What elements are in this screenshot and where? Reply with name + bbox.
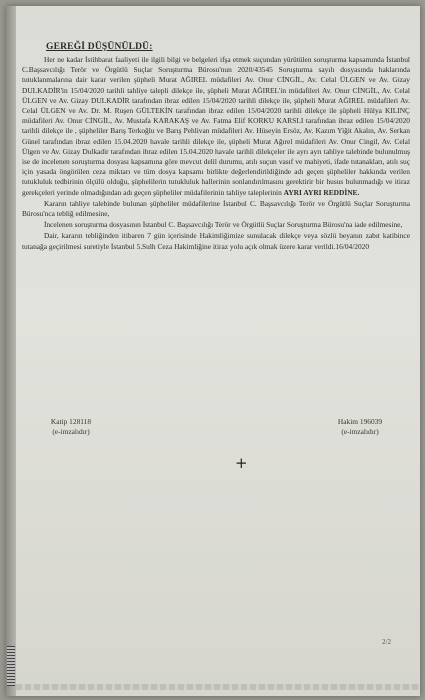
scan-edge <box>6 6 16 696</box>
paragraph-appeal: Dair, kararın tebliğinden itibaren 7 gün içerisinde Hakimliğimize sunulacak dilekçe veya sözlü beyanın zabıt katibince tutanağa geçirilmesi suretiyle İstanbul 5.Sulh Ceza Hakimliğine itiraz yolu açık olmak üzere karar verildi.16/04/2020 <box>22 231 410 251</box>
crosshair-icon: + <box>235 454 248 472</box>
side-barcode <box>7 646 15 686</box>
signature-block <box>22 417 410 447</box>
judge-title: Hakim 196039 <box>337 417 383 426</box>
section-heading: GEREĞİ DÜŞÜNÜLDÜ: <box>46 42 153 52</box>
document-page <box>6 6 420 696</box>
page-number: 2/2 <box>382 638 391 646</box>
paragraph-return: İncelenen soruşturma dosyasının İstanbul C. Başsavcılığı Terör ve Örgütlü Suçlar Soruşturma Bürosu'na iade edilmesine, <box>44 220 403 230</box>
paragraph-main-text: Her ne kadar İstihbarat faaliyeti ile ilgili bilgi ve belgeleri ifşa etmek suçundan yürütülen soruşturma kapsamında İstanbul C.Başsavcılığı Terör ve Örgütlü Suçlar Soruşturma Bürosu'nun 2020/43545 Soruşturma sayılı dosyasında haklarında tutuklanmalarına dair karar verilen şüpheli Murat AĞIREL müdafileri Av. Onur CİNGİL, Av. Celal ÜLGEN ve Av. Gizay DULKADİR'in 15/04/2020 tarihli tahliye talepli dilekçe ile, şüpheli Murat AĞIREL'in müdafileri Av. Onur CİNGİL, Av. Celal ÜLGEN ve Av. Gizay DULKADİR tarafından ibraz edilen 15/04/2020 tarihli dilekçe ile, şüpheli Murat AĞIREL müdafileri Av. Celal ÜLGEN ve Av. Dr. M. Ruşen GÜLTEKİN tarafından ibraz edilen 15/04/2020 tarihli dilekçe ile şüpheli Hülya KILINÇ müdafileri Av. Onur CİNGİL, Av. Mustafa KARAKAŞ ve Av. Fatma Elif KORKU KARSLI tarafından ibraz edilen 15/04/2020 tarihli dilekçe ile , şüpheliler Barış Terkoğlu ve Barış Pehlivan müdafileri Av. Hüseyin Ersöz, Av. Kazım Yiğit Akalın, Av. Serkan Günel tarafından ibraz edilen 15.04.2020 havale tarihli dilekçe ile, şüpheli Murat Ağırel müdafileri Av. Onur Cingil, Av. Celal Ülgen ve Av. Gizay Dulkadir tarafından ibraz edilen 15.04.2020 havale tarihli dilekçeler ile ayrı ayrı tahliye talebinde bulunulmuş ise de incelenen soruşturma dosyası kapsamına göre mevcut delil durumu, atılı suçun vasıf ve mahiyeti, ifade tutanakları, atılı suç için yasada öngörülen ceza miktarı ve tüm dosya kapsamı birlikte değerlendirildiğinde adı geçen şüpheliler hakkında verilen tutukluluk tedbirinin ölçülü olduğu, şüphelilerin tutukluluk hallerinin sonlandırılmasını gerektirir bir husus bulunmadığı ve itiraz gerekçeleri yerinde olmadığından adı geçen şüpheliler müdafilerinin tahliye taleplerinin <box>22 55 410 197</box>
clerk-title: Katip 128118 <box>50 417 92 426</box>
judge-esign-note: (e-imzalıdır) <box>341 427 379 436</box>
clerk-signature <box>36 417 106 437</box>
paragraph-notification: Kararın tahliye talebinde bulunan şüpheliler müdafilerine İstanbul C. Başsavcılığı Terör ve Örgütlü Suçlar Soruşturma Bürosu'nca tebliğ edilmesine, <box>22 198 410 219</box>
footer-strip <box>16 684 420 690</box>
paragraph-main <box>22 55 410 198</box>
document-body <box>22 42 410 253</box>
decision-text: AYRI AYRI REDDİNE. <box>283 187 360 197</box>
judge-signature <box>320 417 400 437</box>
clerk-esign-note: (e-imzalıdır) <box>52 427 90 436</box>
